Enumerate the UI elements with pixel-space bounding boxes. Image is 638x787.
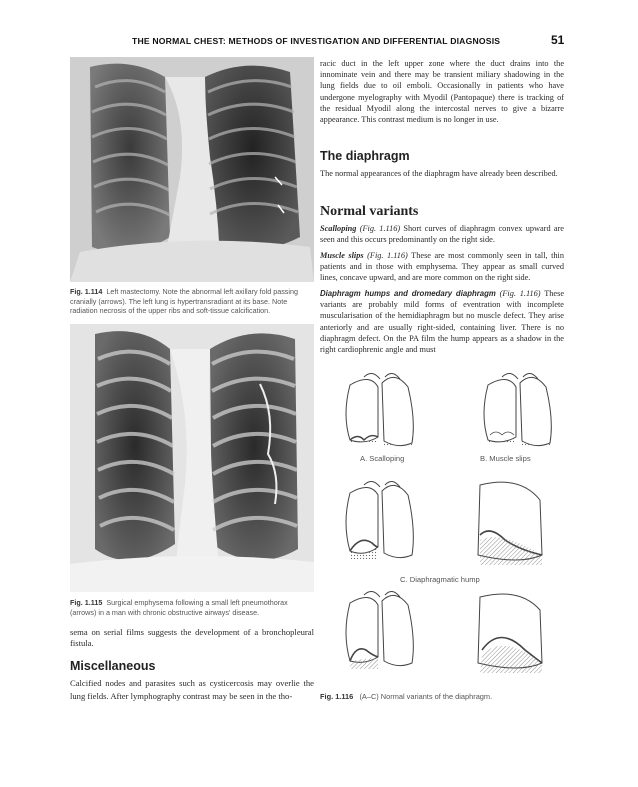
figure-caption-1-115 [70, 598, 314, 617]
section-heading-diaphragm: The diaphragm [320, 149, 410, 163]
chest-xray-image [70, 324, 314, 592]
paragraph-diaphragm-humps [320, 288, 564, 355]
diaphragm-variants-drawing [320, 365, 564, 685]
section-heading-normal-variants: Normal variants [320, 204, 419, 219]
paragraph-text: These are most commonly seen in tall, thin patients and in those with emphysema. They appear as small curved lines, concave upward, and are more common on the right side. [320, 251, 565, 283]
body-text-intro: racic duct in the left upper zone where the duct drains into the innominate vein and there may be transient miliary shadowing in the lung fields due to oil emboli. Occasionally in patients who have undergone myelography with Myodil (Pantopaque) there is tracking of the residual Myodil along the intercostal nerves to give a bizarre appearance. This contrast medium is no longer in use. [320, 59, 564, 125]
section-heading-miscellaneous: Miscellaneous [70, 659, 156, 673]
runin-heading: Scalloping [320, 224, 357, 233]
figure-reference: (Fig. 1.116) [367, 251, 408, 260]
figure-reference: (Fig. 1.116) [359, 224, 401, 233]
paragraph-scalloping [320, 223, 564, 245]
caption-text: Left mastectomy. Note the abnormal left axillary fold passing cranially (arrows). The left lung is hypertransradiant at its base. Note radiation necrosis of the upper ribs and soft-tissue calcification. [70, 287, 298, 316]
radiograph-fig-1-115 [70, 324, 314, 592]
runin-heading: Diaphragm humps and dromedary diaphragm [320, 289, 496, 298]
body-text-diaphragm: The normal appearances of the diaphragm have already been described. [320, 169, 558, 178]
caption-text: Surgical emphysema following a small left pneumothorax (arrows) in a man with chronic obstructive airways' disease. [70, 598, 288, 617]
runin-heading: Muscle slips [320, 251, 364, 260]
caption-text: (A–C) Normal variants of the diaphragm. [359, 692, 493, 701]
paragraph-text: Short curves of diaphragm convex upward are seen and this occurs predominantly on the right side. [320, 224, 564, 245]
paragraph-text: These variants are probably mild forms of eventration with incomplete muscularisation of the hemidiaphragm but no muscle defect. They arise anteriorly and are usually right-sided, containing liver. There is no diaphragm defect. On the PA film the hump appears as a shadow in the right cardiophrenic angle and must [320, 289, 565, 355]
figure-caption-1-114 [70, 287, 314, 316]
diagram-label-b: B. Muscle slips [480, 454, 531, 463]
caption-label: Fig. 1.114 [70, 287, 103, 296]
figure-reference: (Fig. 1.116) [499, 289, 541, 298]
diagram-label-a: A. Scalloping [360, 454, 405, 463]
figure-1-116-diagrams [320, 365, 564, 685]
body-text-miscellaneous: Calcified nodes and parasites such as cysticercosis may overlie the lung fields. After lymphography contrast may be seen in the tho- [70, 678, 314, 701]
chest-xray-image [70, 57, 314, 282]
page-number: 51 [551, 33, 565, 47]
running-header: THE NORMAL CHEST: METHODS OF INVESTIGATION AND DIFFERENTIAL DIAGNOSIS [132, 36, 501, 46]
paragraph-muscle-slips [320, 250, 564, 284]
caption-label: Fig. 1.116 [320, 692, 354, 701]
caption-label: Fig. 1.115 [70, 598, 103, 607]
radiograph-fig-1-114 [70, 57, 314, 282]
body-text-continuation: sema on serial films suggests the development of a bronchopleural fistula. [70, 627, 314, 649]
diagram-label-c: C. Diaphragmatic hump [400, 575, 480, 584]
figure-caption-1-116 [320, 692, 564, 701]
